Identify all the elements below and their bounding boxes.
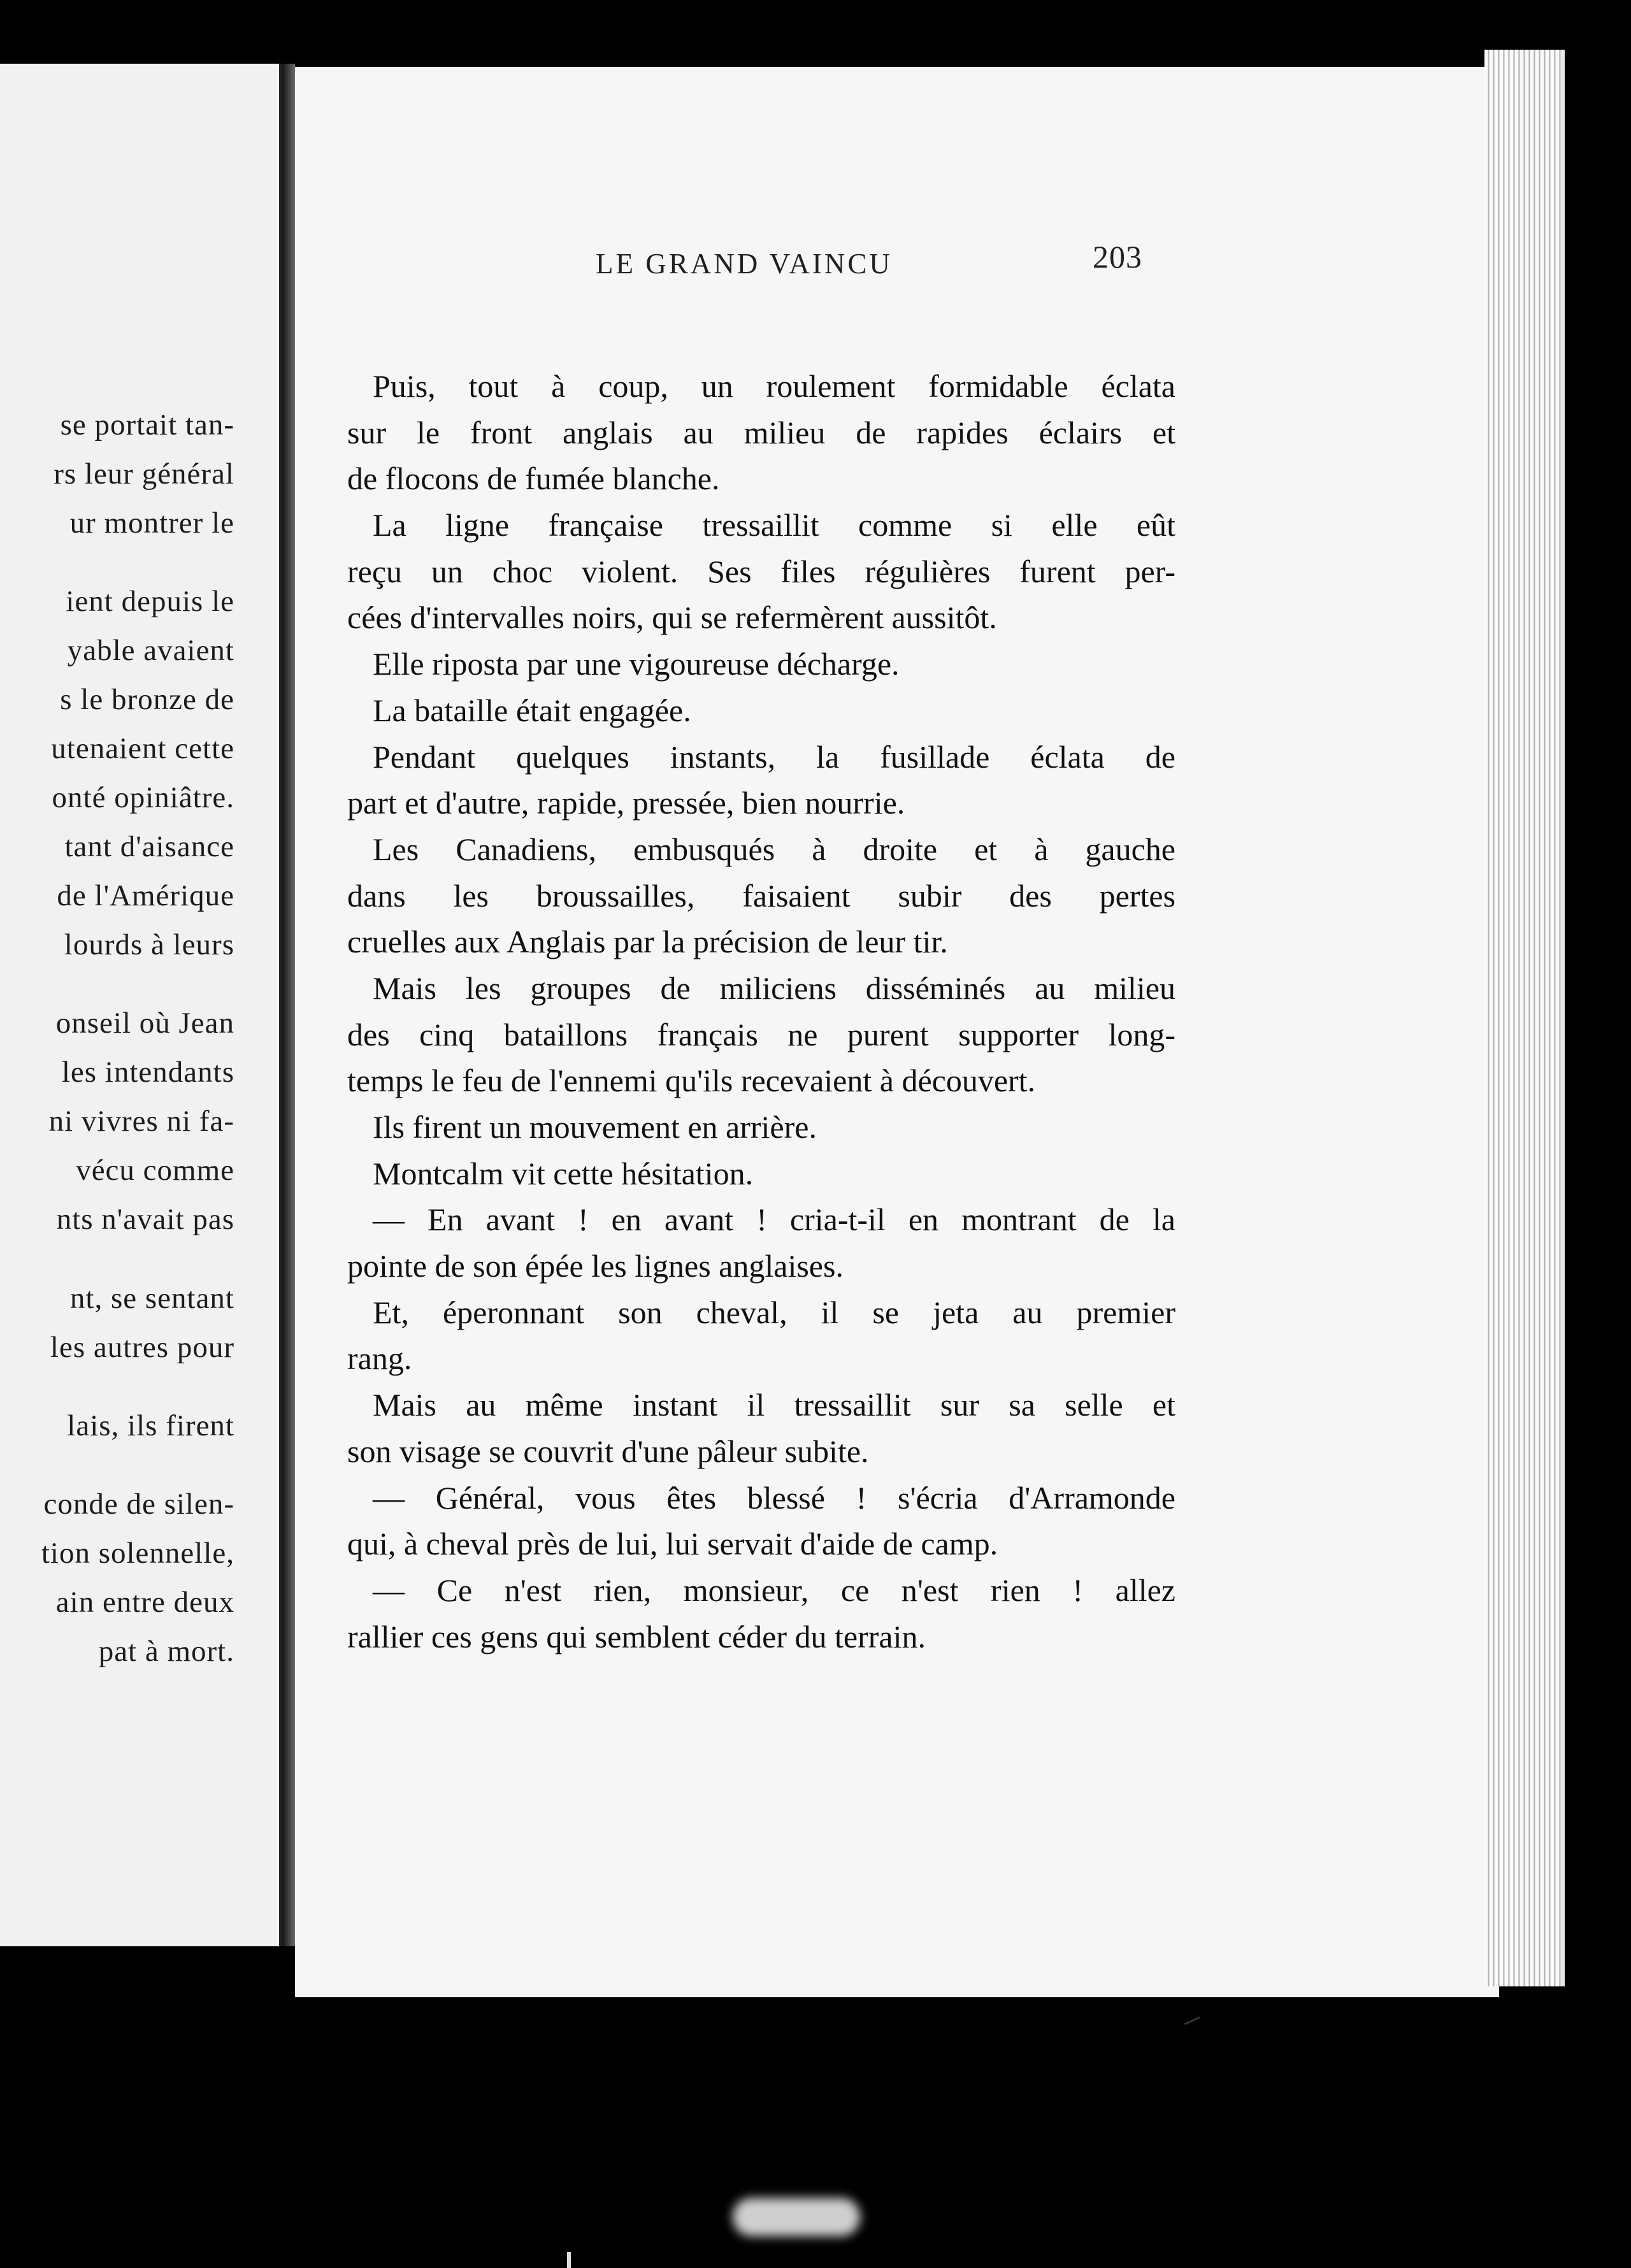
text-line: dans les broussailles, faisaient subir des pertes <box>347 877 1175 914</box>
text-line: Montcalm vit cette hésitation. <box>373 1155 754 1191</box>
left-page-line: nts n'avait pas <box>56 1203 234 1237</box>
text-line: — En avant ! en avant ! cria-t-il en montrant de la <box>373 1202 1175 1238</box>
left-page-line: onté opiniâtre. <box>52 781 234 815</box>
text-line: Mais au même instant il tressaillit sur sa selle et <box>373 1387 1175 1423</box>
text-line: cruelles aux Anglais par la précision de leur tir. <box>347 924 948 960</box>
text-line: Mais les groupes de miliciens disséminés au milieu <box>373 970 1175 1006</box>
text-line: des cinq bataillons français ne purent supporter long- <box>347 1016 1175 1052</box>
text-line: Et, éperonnant son cheval, il se jeta au premier <box>373 1294 1175 1330</box>
page-number: 203 <box>1093 239 1142 275</box>
scan-mark <box>567 2252 571 2268</box>
text-line: rang. <box>347 1340 412 1377</box>
left-page-line: pat à mort. <box>98 1635 234 1668</box>
left-page-line: ient depuis le <box>66 585 234 619</box>
text-line: qui, à cheval près de lui, lui servait d'aide de camp. <box>347 1526 998 1562</box>
text-line: pointe de son épée les lignes anglaises. <box>347 1248 844 1284</box>
left-page-line: vécu comme <box>76 1154 234 1188</box>
text-line: de flocons de fumée blanche. <box>347 461 720 497</box>
left-page <box>0 64 282 1946</box>
page-edges <box>1484 50 1565 1986</box>
left-page-line: tion solennelle, <box>41 1537 234 1570</box>
ink-mark <box>1184 2016 1202 2030</box>
left-page-line: ur montrer le <box>69 506 234 540</box>
text-line: Puis, tout à coup, un roulement formidable éclata <box>373 368 1175 404</box>
left-page-line: s le bronze de <box>60 683 234 717</box>
text-line: cées d'intervalles noirs, qui se refermèrent aussitôt. <box>347 599 997 636</box>
left-page-line: de l'Amérique <box>57 879 234 913</box>
text-line: sur le front anglais au milieu de rapides éclairs et <box>347 414 1175 450</box>
left-page-line: les intendants <box>61 1056 234 1089</box>
left-page-line: ni vivres ni fa- <box>48 1105 234 1138</box>
left-page-line: ain entre deux <box>55 1586 234 1619</box>
left-page-line: nt, se sentant <box>69 1281 234 1315</box>
text-line: rallier ces gens qui semblent céder du terrain. <box>347 1618 926 1654</box>
text-line: Les Canadiens, embusqués à droite et à gauche <box>373 831 1175 867</box>
left-page-line: lourds à leurs <box>64 928 234 962</box>
book-gutter <box>282 64 295 1946</box>
text-line: Ils firent un mouvement en arrière. <box>373 1109 817 1145</box>
left-page-line: yable avaient <box>67 634 234 668</box>
left-page-line: onseil où Jean <box>55 1007 234 1040</box>
left-page-line: les autres pour <box>50 1330 234 1364</box>
left-page-line: conde de silen- <box>43 1488 234 1521</box>
left-page-line: lais, ils firent <box>67 1409 234 1442</box>
text-line: Elle riposta par une vigoureuse décharge. <box>373 646 900 682</box>
text-line: reçu un choc violent. Ses files régulières furent per- <box>347 553 1175 589</box>
left-page-line: rs leur général <box>54 457 234 491</box>
text-line: La ligne française tressaillit comme si elle eût <box>373 507 1175 543</box>
body-text <box>347 363 1175 1660</box>
text-line: — Ce n'est rien, monsieur, ce n'est rien ! allez <box>373 1572 1175 1608</box>
text-line: temps le feu de l'ennemi qu'ils recevaient à découvert. <box>347 1063 1036 1099</box>
scan-smudge <box>733 2198 860 2236</box>
text-line: part et d'autre, rapide, pressée, bien nourrie. <box>347 785 905 821</box>
left-page-line: se portait tan- <box>60 408 234 441</box>
text-line: son visage se couvrit d'une pâleur subite. <box>347 1433 869 1469</box>
left-page-line: utenaient cette <box>51 732 234 766</box>
left-page-line: tant d'aisance <box>64 830 234 864</box>
text-line: Pendant quelques instants, la fusillade éclata de <box>373 738 1175 775</box>
text-line: La bataille était engagée. <box>373 692 691 728</box>
running-title: LE GRAND VAINCU <box>596 248 893 280</box>
text-line: — Général, vous êtes blessé ! s'écria d'Arramonde <box>373 1479 1175 1516</box>
